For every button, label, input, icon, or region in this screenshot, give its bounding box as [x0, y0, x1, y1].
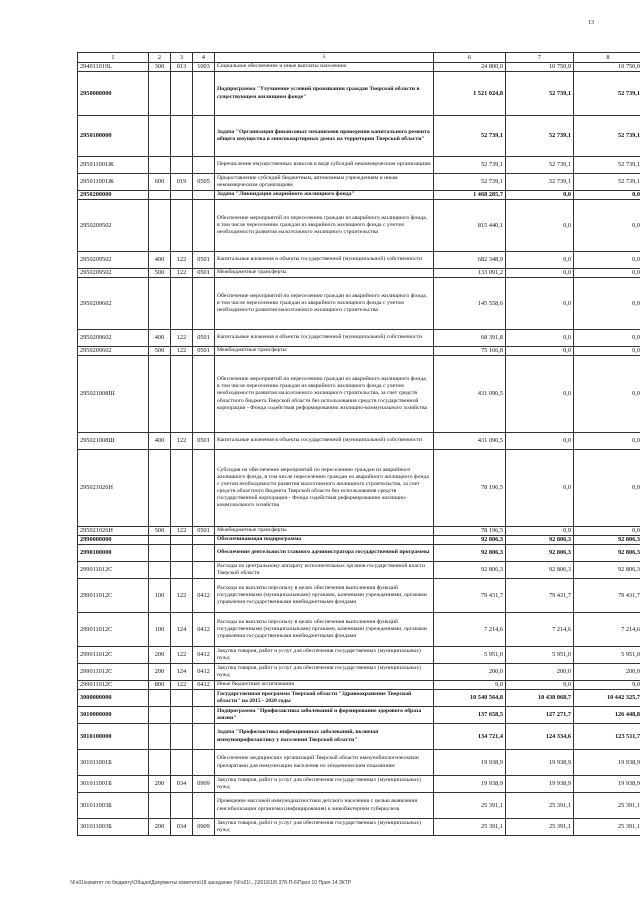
- cell-c4: 0412: [193, 647, 215, 664]
- cell-c1: 299011012С: [78, 562, 149, 579]
- table-row: [78, 545, 640, 562]
- table-row: [78, 750, 640, 776]
- header-cell: 2: [149, 53, 171, 63]
- cell-c5: Перечисление имущественных взносов в виде субсидий некоммерческим организациям: [215, 157, 434, 174]
- cell-c4: [193, 200, 215, 252]
- cell-c6: 1 468 285,7: [434, 191, 506, 200]
- cell-c5: Межбюджетные трансферты: [215, 347, 434, 356]
- cell-c4: [193, 72, 215, 116]
- header-cell: 5: [215, 53, 434, 63]
- cell-c7: 0,0: [506, 191, 574, 200]
- cell-c1: 2950200000: [78, 191, 149, 200]
- cell-c6: 10 540 564,8: [434, 690, 506, 707]
- cell-c6: 1 521 024,8: [434, 72, 506, 116]
- cell-c2: 200: [149, 647, 171, 664]
- cell-c2: 300: [149, 63, 171, 72]
- cell-c4: [193, 545, 215, 562]
- cell-c6: 92 806,3: [434, 562, 506, 579]
- cell-c6: 92 806,3: [434, 536, 506, 545]
- cell-c3: 122: [171, 681, 193, 690]
- cell-c2: [149, 116, 171, 157]
- cell-c8: 92 806,3: [574, 545, 640, 562]
- cell-c8: 0,0: [574, 200, 640, 252]
- table-row: [78, 647, 640, 664]
- cell-c2: 800: [149, 681, 171, 690]
- table-row: [78, 252, 640, 269]
- cell-c2: [149, 562, 171, 579]
- cell-c7: 0,0: [506, 278, 574, 330]
- table-row: [78, 433, 640, 450]
- cell-c4: [193, 536, 215, 545]
- cell-c8: 0,0: [574, 433, 640, 450]
- cell-c1: 2990100000: [78, 545, 149, 562]
- cell-c1: 301011003Б: [78, 793, 149, 819]
- cell-c6: 134 721,4: [434, 724, 506, 750]
- file-path-footer: \\Fs01\комитет по бюджету\Общая\Документы комитета\18 заседание (\\Fs01\...)\2016\18\ 378-П-6\Прил 10 Прил 14 ЗКТР: [70, 880, 352, 886]
- table-row: [78, 330, 640, 347]
- table-row: [78, 664, 640, 681]
- cell-c5: Обеспечение медицинских организаций Тверской области иммунобиологическими препаратами для иммунизации населения по эпидемическим показаниям: [215, 750, 434, 776]
- cell-c5: Социальное обеспечение и иные выплаты населению: [215, 63, 434, 72]
- table-row: [78, 681, 640, 690]
- cell-c3: [171, 793, 193, 819]
- cell-c2: [149, 191, 171, 200]
- table-row: [78, 536, 640, 545]
- cell-c8: 19 938,9: [574, 776, 640, 793]
- cell-c7: 0,0: [506, 269, 574, 278]
- cell-c3: 122: [171, 579, 193, 613]
- table-row: [78, 527, 640, 536]
- cell-c2: [149, 450, 171, 527]
- cell-c1: 299011012С: [78, 579, 149, 613]
- table-row: [78, 562, 640, 579]
- table-row: [78, 157, 640, 174]
- cell-c8: 7 214,6: [574, 613, 640, 647]
- table-row: [78, 707, 640, 724]
- cell-c3: 013: [171, 63, 193, 72]
- cell-c3: [171, 545, 193, 562]
- cell-c7: 7 214,6: [506, 613, 574, 647]
- cell-c8: 123 511,7: [574, 724, 640, 750]
- cell-c5: Обеспечение мероприятий по переселению граждан из аварийного жилищного фонда, в том числе переселению граждан из аварийного жилищного фонда с учетом необходимости развития малоэтажного жилищного строительства, за счет средств областного бюджета Тверской области без использования средств государственной корпорации - Фонда содействия реформированию жилищно-коммунального хозяйства: [215, 356, 434, 433]
- cell-c7: 200,0: [506, 664, 574, 681]
- cell-c3: [171, 278, 193, 330]
- cell-c1: 2950209602: [78, 278, 149, 330]
- cell-c3: 124: [171, 613, 193, 647]
- cell-c7: 0,0: [506, 347, 574, 356]
- cell-c4: [193, 750, 215, 776]
- cell-c8: 5 951,0: [574, 647, 640, 664]
- cell-c2: [149, 750, 171, 776]
- cell-c5: Проведение массовой иммунодиагностики детского населения с целью выявления сенсибилизации организма (инфицирования) к микобактериям туберкулеза: [215, 793, 434, 819]
- cell-c4: 0501: [193, 347, 215, 356]
- cell-c7: 0,0: [506, 356, 574, 433]
- cell-c6: 78 196,5: [434, 527, 506, 536]
- table-row: [78, 347, 640, 356]
- table-row: [78, 356, 640, 433]
- cell-c5: Государственная программа Тверской области "Здравоохранение Тверской области" на 2015 - 2020 годы: [215, 690, 434, 707]
- cell-c4: [193, 356, 215, 433]
- cell-c7: 79 431,7: [506, 579, 574, 613]
- cell-c5: Подпрограмма "Профилактика заболеваний и формирование здорового образа жизни": [215, 707, 434, 724]
- cell-c1: 294011019L: [78, 63, 149, 72]
- cell-c1: 2950000000: [78, 72, 149, 116]
- cell-c2: [149, 536, 171, 545]
- cell-c8: 25 391,1: [574, 793, 640, 819]
- cell-c4: 0412: [193, 579, 215, 613]
- cell-c4: 0909: [193, 776, 215, 793]
- cell-c1: 2950209502: [78, 269, 149, 278]
- cell-c7: 52 739,1: [506, 157, 574, 174]
- cell-c3: 122: [171, 433, 193, 450]
- cell-c8: 92 806,3: [574, 536, 640, 545]
- cell-c3: 122: [171, 527, 193, 536]
- cell-c1: 2950100000: [78, 116, 149, 157]
- cell-c4: 0501: [193, 252, 215, 269]
- table-row: [78, 116, 640, 157]
- table-row: [78, 579, 640, 613]
- cell-c2: [149, 545, 171, 562]
- table-row: [78, 793, 640, 819]
- page-number: 13: [588, 20, 594, 26]
- cell-c7: 0,0: [506, 433, 574, 450]
- cell-c7: 52 739,1: [506, 72, 574, 116]
- cell-c3: [171, 116, 193, 157]
- cell-c5: Расходы на выплаты персоналу в целях обеспечения выполнения функций государственными (муниципальными) органами, казенными учреждениями, органами управления государственными внебюджетными фондами: [215, 613, 434, 647]
- cell-c8: 79 431,7: [574, 579, 640, 613]
- cell-c5: Подпрограмма "Улучшение условий проживания граждан Тверской области в существующем жилищном фонде": [215, 72, 434, 116]
- cell-c2: [149, 356, 171, 433]
- cell-c4: 0501: [193, 527, 215, 536]
- cell-c3: [171, 356, 193, 433]
- cell-c6: 19 938,9: [434, 750, 506, 776]
- cell-c1: 295021008Ш: [78, 356, 149, 433]
- header-cell: 3: [171, 53, 193, 63]
- cell-c1: 3010100000: [78, 724, 149, 750]
- cell-c6: 19 938,9: [434, 776, 506, 793]
- cell-c8: 0,0: [574, 356, 640, 433]
- cell-c1: 301011001Б: [78, 776, 149, 793]
- cell-c5: Обеспечение мероприятий по переселению граждан из аварийного жилищного фонда, в том числе переселению граждан из аварийного жилищного фонда с учетом необходимости развития малоэтажного жилищного строительства: [215, 200, 434, 252]
- cell-c3: [171, 72, 193, 116]
- cell-c1: 299011012С: [78, 613, 149, 647]
- cell-c2: 100: [149, 613, 171, 647]
- cell-c8: 0,0: [574, 527, 640, 536]
- cell-c5: Расходы на выплаты персоналу в целях обеспечения выполнения функций государственными (муниципальными) органами, казенными учреждениями, органами управления государственными внебюджетными фондами: [215, 579, 434, 613]
- cell-c6: 52 739,1: [434, 116, 506, 157]
- cell-c4: [193, 562, 215, 579]
- cell-c3: 122: [171, 647, 193, 664]
- cell-c4: 0412: [193, 664, 215, 681]
- cell-c4: [193, 191, 215, 200]
- cell-c2: 400: [149, 252, 171, 269]
- cell-c6: 137 658,5: [434, 707, 506, 724]
- cell-c1: 2950209502: [78, 200, 149, 252]
- cell-c4: [193, 707, 215, 724]
- cell-c2: 500: [149, 527, 171, 536]
- cell-c7: 0,0: [506, 200, 574, 252]
- cell-c8: 0,0: [574, 347, 640, 356]
- cell-c5: Межбюджетные трансферты: [215, 269, 434, 278]
- cell-c3: [171, 536, 193, 545]
- cell-c6: 92 806,3: [434, 545, 506, 562]
- cell-c2: 200: [149, 664, 171, 681]
- cell-c5: Обеспечение деятельности главного администратора государственной программы: [215, 545, 434, 562]
- cell-c6: 200,0: [434, 664, 506, 681]
- cell-c7: 52 739,1: [506, 174, 574, 191]
- cell-c8: 10 442 325,7: [574, 690, 640, 707]
- cell-c4: [193, 724, 215, 750]
- cell-c1: 301011003Б: [78, 819, 149, 836]
- cell-c8: 25 391,1: [574, 819, 640, 836]
- cell-c1: 299011012С: [78, 664, 149, 681]
- cell-c6: 133 091,2: [434, 269, 506, 278]
- cell-c7: 5 951,0: [506, 647, 574, 664]
- cell-c4: 0909: [193, 819, 215, 836]
- cell-c1: 299011012С: [78, 647, 149, 664]
- cell-c1: 3010000000: [78, 707, 149, 724]
- cell-c4: 0501: [193, 330, 215, 347]
- cell-c6: 68 391,8: [434, 330, 506, 347]
- cell-c7: 9,0: [506, 681, 574, 690]
- cell-c4: [193, 278, 215, 330]
- cell-c1: 2950209602: [78, 330, 149, 347]
- cell-c7: 25 391,1: [506, 793, 574, 819]
- cell-c3: 034: [171, 819, 193, 836]
- header-cell: 4: [193, 53, 215, 63]
- table-row: [78, 724, 640, 750]
- cell-c4: [193, 157, 215, 174]
- cell-c5: Капитальные вложения в объекты государственной (муниципальной) собственности: [215, 252, 434, 269]
- cell-c3: [171, 724, 193, 750]
- cell-c8: 126 448,8: [574, 707, 640, 724]
- cell-c6: 9,0: [434, 681, 506, 690]
- cell-c3: [171, 450, 193, 527]
- table-row: [78, 174, 640, 191]
- cell-c7: 19 938,9: [506, 750, 574, 776]
- cell-c3: [171, 750, 193, 776]
- cell-c5: Задача "Профилактика инфекционных заболеваний, включая иммунопрофилактику у населения Тверской области": [215, 724, 434, 750]
- cell-c3: 122: [171, 330, 193, 347]
- cell-c6: 145 558,6: [434, 278, 506, 330]
- cell-c4: 0501: [193, 269, 215, 278]
- cell-c5: Капитальные вложения в объекты государственной (муниципальной) собственности: [215, 433, 434, 450]
- cell-c4: [193, 450, 215, 527]
- cell-c6: 75 166,8: [434, 347, 506, 356]
- cell-c3: 124: [171, 664, 193, 681]
- cell-c7: 0,0: [506, 450, 574, 527]
- table-row: [78, 278, 640, 330]
- cell-c7: 0,0: [506, 330, 574, 347]
- cell-c7: 10 438 068,7: [506, 690, 574, 707]
- cell-c3: 019: [171, 174, 193, 191]
- cell-c5: Закупка товаров, работ и услуг для обеспечения государственных (муниципальных) нужд: [215, 647, 434, 664]
- cell-c5: Закупка товаров, работ и услуг для обеспечения государственных (муниципальных) нужд: [215, 664, 434, 681]
- cell-c6: 5 951,0: [434, 647, 506, 664]
- header-cell: 1: [78, 53, 149, 63]
- cell-c3: [171, 562, 193, 579]
- cell-c4: 0505: [193, 174, 215, 191]
- cell-c8: 9,0: [574, 681, 640, 690]
- cell-c5: Капитальные вложения в объекты государственной (муниципальной) собственности: [215, 330, 434, 347]
- cell-c7: 25 391,1: [506, 819, 574, 836]
- cell-c7: 124 334,6: [506, 724, 574, 750]
- cell-c3: [171, 707, 193, 724]
- cell-c1: 295021026Н: [78, 450, 149, 527]
- cell-c4: 1003: [193, 63, 215, 72]
- cell-c2: 200: [149, 819, 171, 836]
- cell-c3: 122: [171, 347, 193, 356]
- cell-c8: 52 739,1: [574, 72, 640, 116]
- table-header-row: [78, 53, 640, 63]
- cell-c1: 295011001Ж: [78, 157, 149, 174]
- table-row: [78, 613, 640, 647]
- table-row: [78, 776, 640, 793]
- cell-c2: 200: [149, 776, 171, 793]
- table-row: [78, 450, 640, 527]
- cell-c7: 10 750,0: [506, 63, 574, 72]
- cell-c1: 295011001Ж: [78, 174, 149, 191]
- header-cell: 7: [506, 53, 574, 63]
- cell-c7: 52 739,1: [506, 116, 574, 157]
- cell-c2: [149, 724, 171, 750]
- cell-c5: Субсидия на обеспечение мероприятий по переселению граждан из аварийного жилищного фонда, в том числе переселению граждан из аварийного жилищного фонда с учетом необходимости развития малоэтажного жилищного строительства, за счет средств областного бюджета Тверской области без использования средств государственной корпорации - Фонда содействия реформированию жилищно-коммунального хозяйства: [215, 450, 434, 527]
- cell-c3: [171, 200, 193, 252]
- table-row: [78, 72, 640, 116]
- cell-c3: [171, 690, 193, 707]
- cell-c1: 2950209602: [78, 347, 149, 356]
- cell-c1: 299011012С: [78, 681, 149, 690]
- cell-c7: 92 806,3: [506, 545, 574, 562]
- cell-c2: [149, 72, 171, 116]
- table-row: [78, 63, 640, 72]
- cell-c5: Обеспечение мероприятий по переселению граждан из аварийного жилищного фонда, в том числе переселению граждан из аварийного жилищного фонда с учетом необходимости развития малоэтажного жилищного строительства: [215, 278, 434, 330]
- cell-c6: 431 090,5: [434, 356, 506, 433]
- table-row: [78, 191, 640, 200]
- cell-c5: Закупка товаров, работ и услуг для обеспечения государственных (муниципальных) нужд: [215, 819, 434, 836]
- cell-c8: 0,0: [574, 330, 640, 347]
- table-row: [78, 200, 640, 252]
- cell-c6: 7 214,6: [434, 613, 506, 647]
- cell-c1: 2990000000: [78, 536, 149, 545]
- cell-c8: 10 750,0: [574, 63, 640, 72]
- cell-c1: 3000000000: [78, 690, 149, 707]
- cell-c2: 400: [149, 330, 171, 347]
- cell-c3: 122: [171, 252, 193, 269]
- cell-c2: [149, 278, 171, 330]
- cell-c6: 52 739,1: [434, 157, 506, 174]
- cell-c6: 24 800,0: [434, 63, 506, 72]
- cell-c8: 200,0: [574, 664, 640, 681]
- header-cell: 6: [434, 53, 506, 63]
- cell-c2: [149, 200, 171, 252]
- cell-c3: 122: [171, 269, 193, 278]
- cell-c5: Задача "Ликвидация аварийного жилищного фонда": [215, 191, 434, 200]
- cell-c6: 25 391,1: [434, 793, 506, 819]
- cell-c8: 52 739,1: [574, 116, 640, 157]
- cell-c5: Закупка товаров, работ и услуг для обеспечения государственных (муниципальных) нужд: [215, 776, 434, 793]
- cell-c2: [149, 707, 171, 724]
- cell-c3: 034: [171, 776, 193, 793]
- cell-c1: 295021008Ш: [78, 433, 149, 450]
- cell-c6: 431 090,5: [434, 433, 506, 450]
- cell-c8: 0,0: [574, 191, 640, 200]
- cell-c5: Расходы по центральному аппарату исполнительных органов государственной власти Тверской области: [215, 562, 434, 579]
- cell-c2: 400: [149, 433, 171, 450]
- cell-c7: 92 806,3: [506, 536, 574, 545]
- cell-c1: 301011001Б: [78, 750, 149, 776]
- cell-c4: [193, 690, 215, 707]
- cell-c8: 19 938,9: [574, 750, 640, 776]
- cell-c8: 52 739,1: [574, 174, 640, 191]
- budget-table: [77, 52, 640, 836]
- cell-c5: Задача "Организация финансовых механизмов проведения капитального ремонта общего имущества в многоквартирных домах на территории Тверской области": [215, 116, 434, 157]
- cell-c8: 52 739,1: [574, 157, 640, 174]
- cell-c5: Предоставление субсидий бюджетным, автономным учреждениям и иным некоммерческим организациям: [215, 174, 434, 191]
- cell-c7: 92 806,3: [506, 562, 574, 579]
- cell-c2: 600: [149, 174, 171, 191]
- cell-c6: 78 196,5: [434, 450, 506, 527]
- cell-c8: 0,0: [574, 269, 640, 278]
- cell-c5: Межбюджетные трансферты: [215, 527, 434, 536]
- cell-c2: [149, 157, 171, 174]
- cell-c7: 127 271,7: [506, 707, 574, 724]
- cell-c4: 0501: [193, 433, 215, 450]
- cell-c6: 25 391,1: [434, 819, 506, 836]
- table-row: [78, 269, 640, 278]
- cell-c7: 19 938,9: [506, 776, 574, 793]
- cell-c4: 0412: [193, 613, 215, 647]
- cell-c3: [171, 191, 193, 200]
- cell-c2: 100: [149, 579, 171, 613]
- cell-c7: 0,0: [506, 252, 574, 269]
- cell-c7: 0,0: [506, 527, 574, 536]
- cell-c5: Обеспечивающая подпрограмма: [215, 536, 434, 545]
- cell-c4: 0412: [193, 681, 215, 690]
- cell-c2: 500: [149, 347, 171, 356]
- cell-c1: 295021026Н: [78, 527, 149, 536]
- cell-c2: [149, 793, 171, 819]
- cell-c8: 92 806,3: [574, 562, 640, 579]
- cell-c8: 0,0: [574, 278, 640, 330]
- cell-c6: 79 431,7: [434, 579, 506, 613]
- cell-c4: [193, 793, 215, 819]
- cell-c2: 500: [149, 269, 171, 278]
- cell-c5: Иные бюджетные ассигнования: [215, 681, 434, 690]
- cell-c6: 52 739,1: [434, 174, 506, 191]
- cell-c3: [171, 157, 193, 174]
- cell-c8: 0,0: [574, 252, 640, 269]
- table-row: [78, 690, 640, 707]
- cell-c2: [149, 690, 171, 707]
- cell-c4: [193, 116, 215, 157]
- cell-c8: 0,0: [574, 450, 640, 527]
- cell-c6: 682 348,9: [434, 252, 506, 269]
- cell-c1: 2950209502: [78, 252, 149, 269]
- header-cell: 8: [574, 53, 640, 63]
- table-row: [78, 819, 640, 836]
- cell-c6: 815 440,1: [434, 200, 506, 252]
